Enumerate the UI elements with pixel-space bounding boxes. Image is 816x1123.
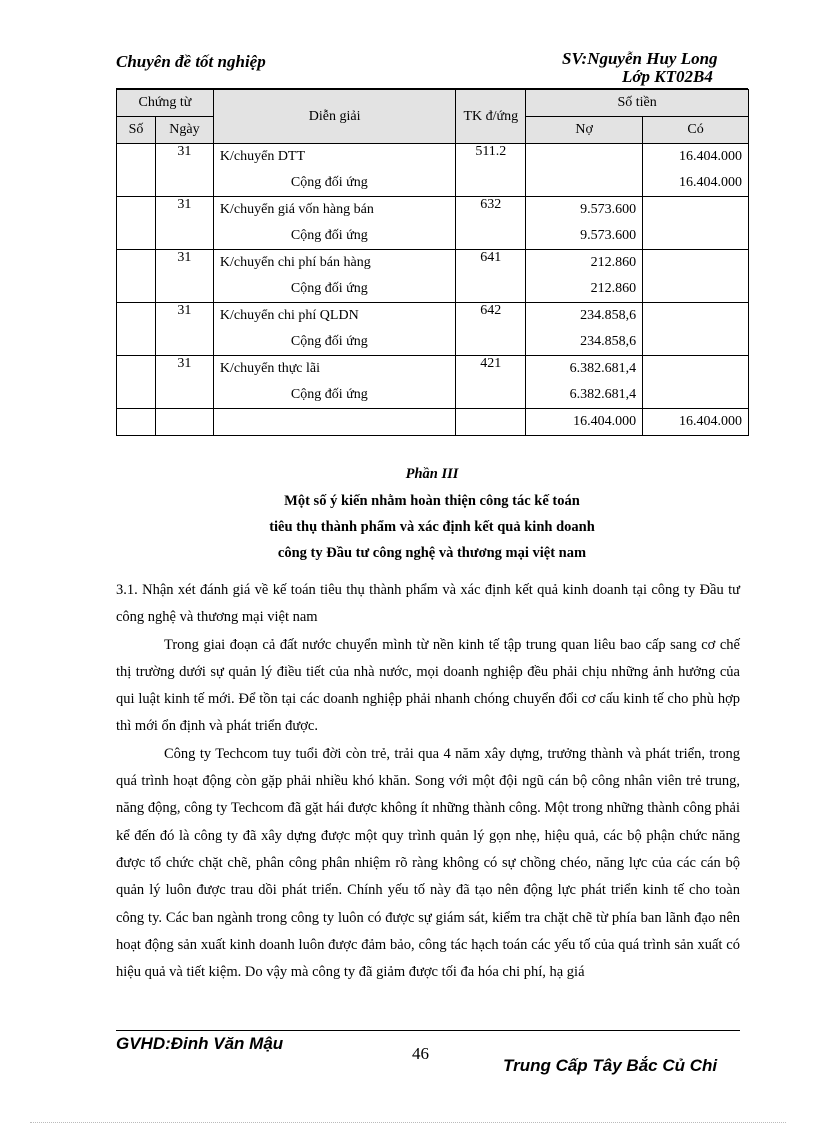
cell-dien-giai: K/chuyển giá vốn hàng bán bbox=[213, 197, 455, 224]
col-chung-tu: Chứng từ bbox=[117, 90, 214, 117]
cell-no: 212.860 bbox=[526, 250, 643, 277]
paragraph-heading: 3.1. Nhận xét đánh giá về kế toán tiêu thụ thành phẩm và xác định kết quả kinh doanh tại công ty Đầu tư công nghệ và thương mại việt nam bbox=[116, 582, 740, 626]
cell-blank bbox=[456, 409, 526, 436]
col-so-tien: Số tiền bbox=[526, 90, 749, 117]
cell-dien-giai: K/chuyển DTT bbox=[213, 144, 455, 171]
cell-no: 9.573.600 bbox=[526, 197, 643, 224]
cell-subtotal-co bbox=[643, 223, 749, 250]
cell-subtotal-no: 234.858,6 bbox=[526, 329, 643, 356]
col-dien-giai: Diễn giải bbox=[213, 90, 455, 144]
paragraph: Trong giai đoạn cả đất nước chuyển mình từ nền kinh tế tập trung quan liêu bao cấp sang cơ chế thị trường dưới sự quản lý điều tiết của nhà nước, mọi doanh nghiệp đều phải chịu những ảnh hưởng của qui luật kinh tế mới. Để tồn tại các doanh nghiệp phải nhanh chóng chuyển đổi cơ cấu kinh tế cho phù hợp thì mới ổn định và phát triển được. bbox=[116, 636, 740, 735]
cell-ngay: 31 bbox=[155, 356, 213, 409]
cell-subtotal-no: 6.382.681,4 bbox=[526, 382, 643, 409]
student-class: Lớp KT02B4 bbox=[622, 67, 713, 86]
cell-co: 16.404.000 bbox=[643, 144, 749, 171]
cell-dien-giai: K/chuyển chi phí bán hàng bbox=[213, 250, 455, 277]
cell-subtotal-no bbox=[526, 170, 643, 197]
cell-subtotal-label: Cộng đối ứng bbox=[213, 170, 455, 197]
cell-subtotal-co: 16.404.000 bbox=[643, 170, 749, 197]
cell-subtotal-label: Cộng đối ứng bbox=[213, 223, 455, 250]
cell-co bbox=[643, 303, 749, 330]
footer-divider bbox=[116, 1030, 740, 1031]
cell-subtotal-no: 9.573.600 bbox=[526, 223, 643, 250]
col-no: Nợ bbox=[526, 117, 643, 144]
cell-so bbox=[117, 303, 156, 356]
cell-no bbox=[526, 144, 643, 171]
cell-tk: 632 bbox=[456, 197, 526, 250]
cell-tk: 421 bbox=[456, 356, 526, 409]
cell-subtotal-no: 212.860 bbox=[526, 276, 643, 303]
cell-co bbox=[643, 356, 749, 383]
cell-subtotal-label: Cộng đối ứng bbox=[213, 382, 455, 409]
cell-subtotal-co bbox=[643, 329, 749, 356]
section-title-line1: Một số ý kiến nhằm hoàn thiện công tác kế toán bbox=[284, 493, 580, 509]
table-row bbox=[117, 356, 749, 383]
cell-ngay: 31 bbox=[155, 303, 213, 356]
header-doc-title: Chuyên đề tốt nghiệp bbox=[116, 52, 266, 71]
body-text bbox=[116, 577, 740, 986]
cell-dien-giai: K/chuyển chi phí QLDN bbox=[213, 303, 455, 330]
cell-tk: 641 bbox=[456, 250, 526, 303]
cell-blank bbox=[117, 409, 156, 436]
footer-school: Trung Cấp Tây Bắc Củ Chi bbox=[503, 1056, 718, 1075]
cell-total-no: 16.404.000 bbox=[526, 409, 643, 436]
cell-ngay: 31 bbox=[155, 250, 213, 303]
table-total-row bbox=[117, 409, 749, 436]
cell-dien-giai: K/chuyển thực lãi bbox=[213, 356, 455, 383]
cell-blank bbox=[213, 409, 455, 436]
header-student-info bbox=[562, 50, 747, 86]
table-row bbox=[117, 144, 749, 171]
paragraph: Công ty Techcom tuy tuổi đời còn trẻ, trải qua 4 năm xây dựng, trưởng thành và phát triển, trong quá trình hoạt động còn gặp phải nhiều khó khăn. Song với một đội ngũ cán bộ công nhân viên trẻ trung, năng động, công ty Techcom đã gặt hái được không ít những thành công. Một trong những thành công phải kể đến đó là công ty đã xây dựng được một quy trình quản lý gọn nhẹ, hiệu quả, các bộ phận chức năng được tổ chức chặt chẽ, phân công phân nhiệm rõ ràng không có sự chồng chéo, năng lực của các cán bộ quản lý luôn được trau dồi phát triển. Chính yếu tố này đã tạo nên động lực phát triển kinh tế cho toàn công ty. Các ban ngành trong công ty luôn có được sự giám sát, kiểm tra chặt chẽ từ phía ban lãnh đạo nên hoạt động sản xuất kinh doanh luôn được đảm bảo, công tác hạch toán các yếu tố của quá trình sản xuất có hiệu quả và tiết kiệm. Do vậy mà công ty đã giảm được tối đa hóa chi phí, hạ giá bbox=[116, 745, 740, 981]
col-so: Số bbox=[117, 117, 156, 144]
cell-blank bbox=[155, 409, 213, 436]
cell-subtotal-co bbox=[643, 276, 749, 303]
cell-co bbox=[643, 197, 749, 224]
cell-subtotal-label: Cộng đối ứng bbox=[213, 276, 455, 303]
cell-subtotal-label: Cộng đối ứng bbox=[213, 329, 455, 356]
page-number: 46 bbox=[412, 1044, 429, 1063]
col-tk-doi-ung: TK đ/ứng bbox=[456, 90, 526, 144]
section-part: Phần III bbox=[405, 466, 459, 482]
cell-no: 234.858,6 bbox=[526, 303, 643, 330]
section-title-line2: tiêu thụ thành phẩm và xác định kết quả kinh doanh bbox=[269, 519, 595, 535]
cell-total-co: 16.404.000 bbox=[643, 409, 749, 436]
ledger-body bbox=[117, 144, 749, 436]
section-title-line3: công ty Đầu tư công nghệ và thương mại việt nam bbox=[277, 545, 587, 561]
cell-tk: 511.2 bbox=[456, 144, 526, 197]
student-name: SV:Nguyễn Huy Long bbox=[562, 49, 718, 68]
cell-so bbox=[117, 250, 156, 303]
cell-so bbox=[117, 356, 156, 409]
cell-so bbox=[117, 144, 156, 197]
col-ngay: Ngày bbox=[155, 117, 213, 144]
table-row bbox=[117, 303, 749, 330]
table-row bbox=[117, 250, 749, 277]
cell-subtotal-co bbox=[643, 382, 749, 409]
footer-supervisor: GVHD:Đinh Văn Mậu bbox=[116, 1034, 284, 1053]
ledger-table bbox=[116, 89, 749, 436]
cell-ngay: 31 bbox=[155, 197, 213, 250]
cell-co bbox=[643, 250, 749, 277]
col-co: Có bbox=[643, 117, 749, 144]
cell-tk: 642 bbox=[456, 303, 526, 356]
table-row bbox=[117, 197, 749, 224]
cell-ngay: 31 bbox=[155, 144, 213, 197]
cell-so bbox=[117, 197, 156, 250]
cell-no: 6.382.681,4 bbox=[526, 356, 643, 383]
